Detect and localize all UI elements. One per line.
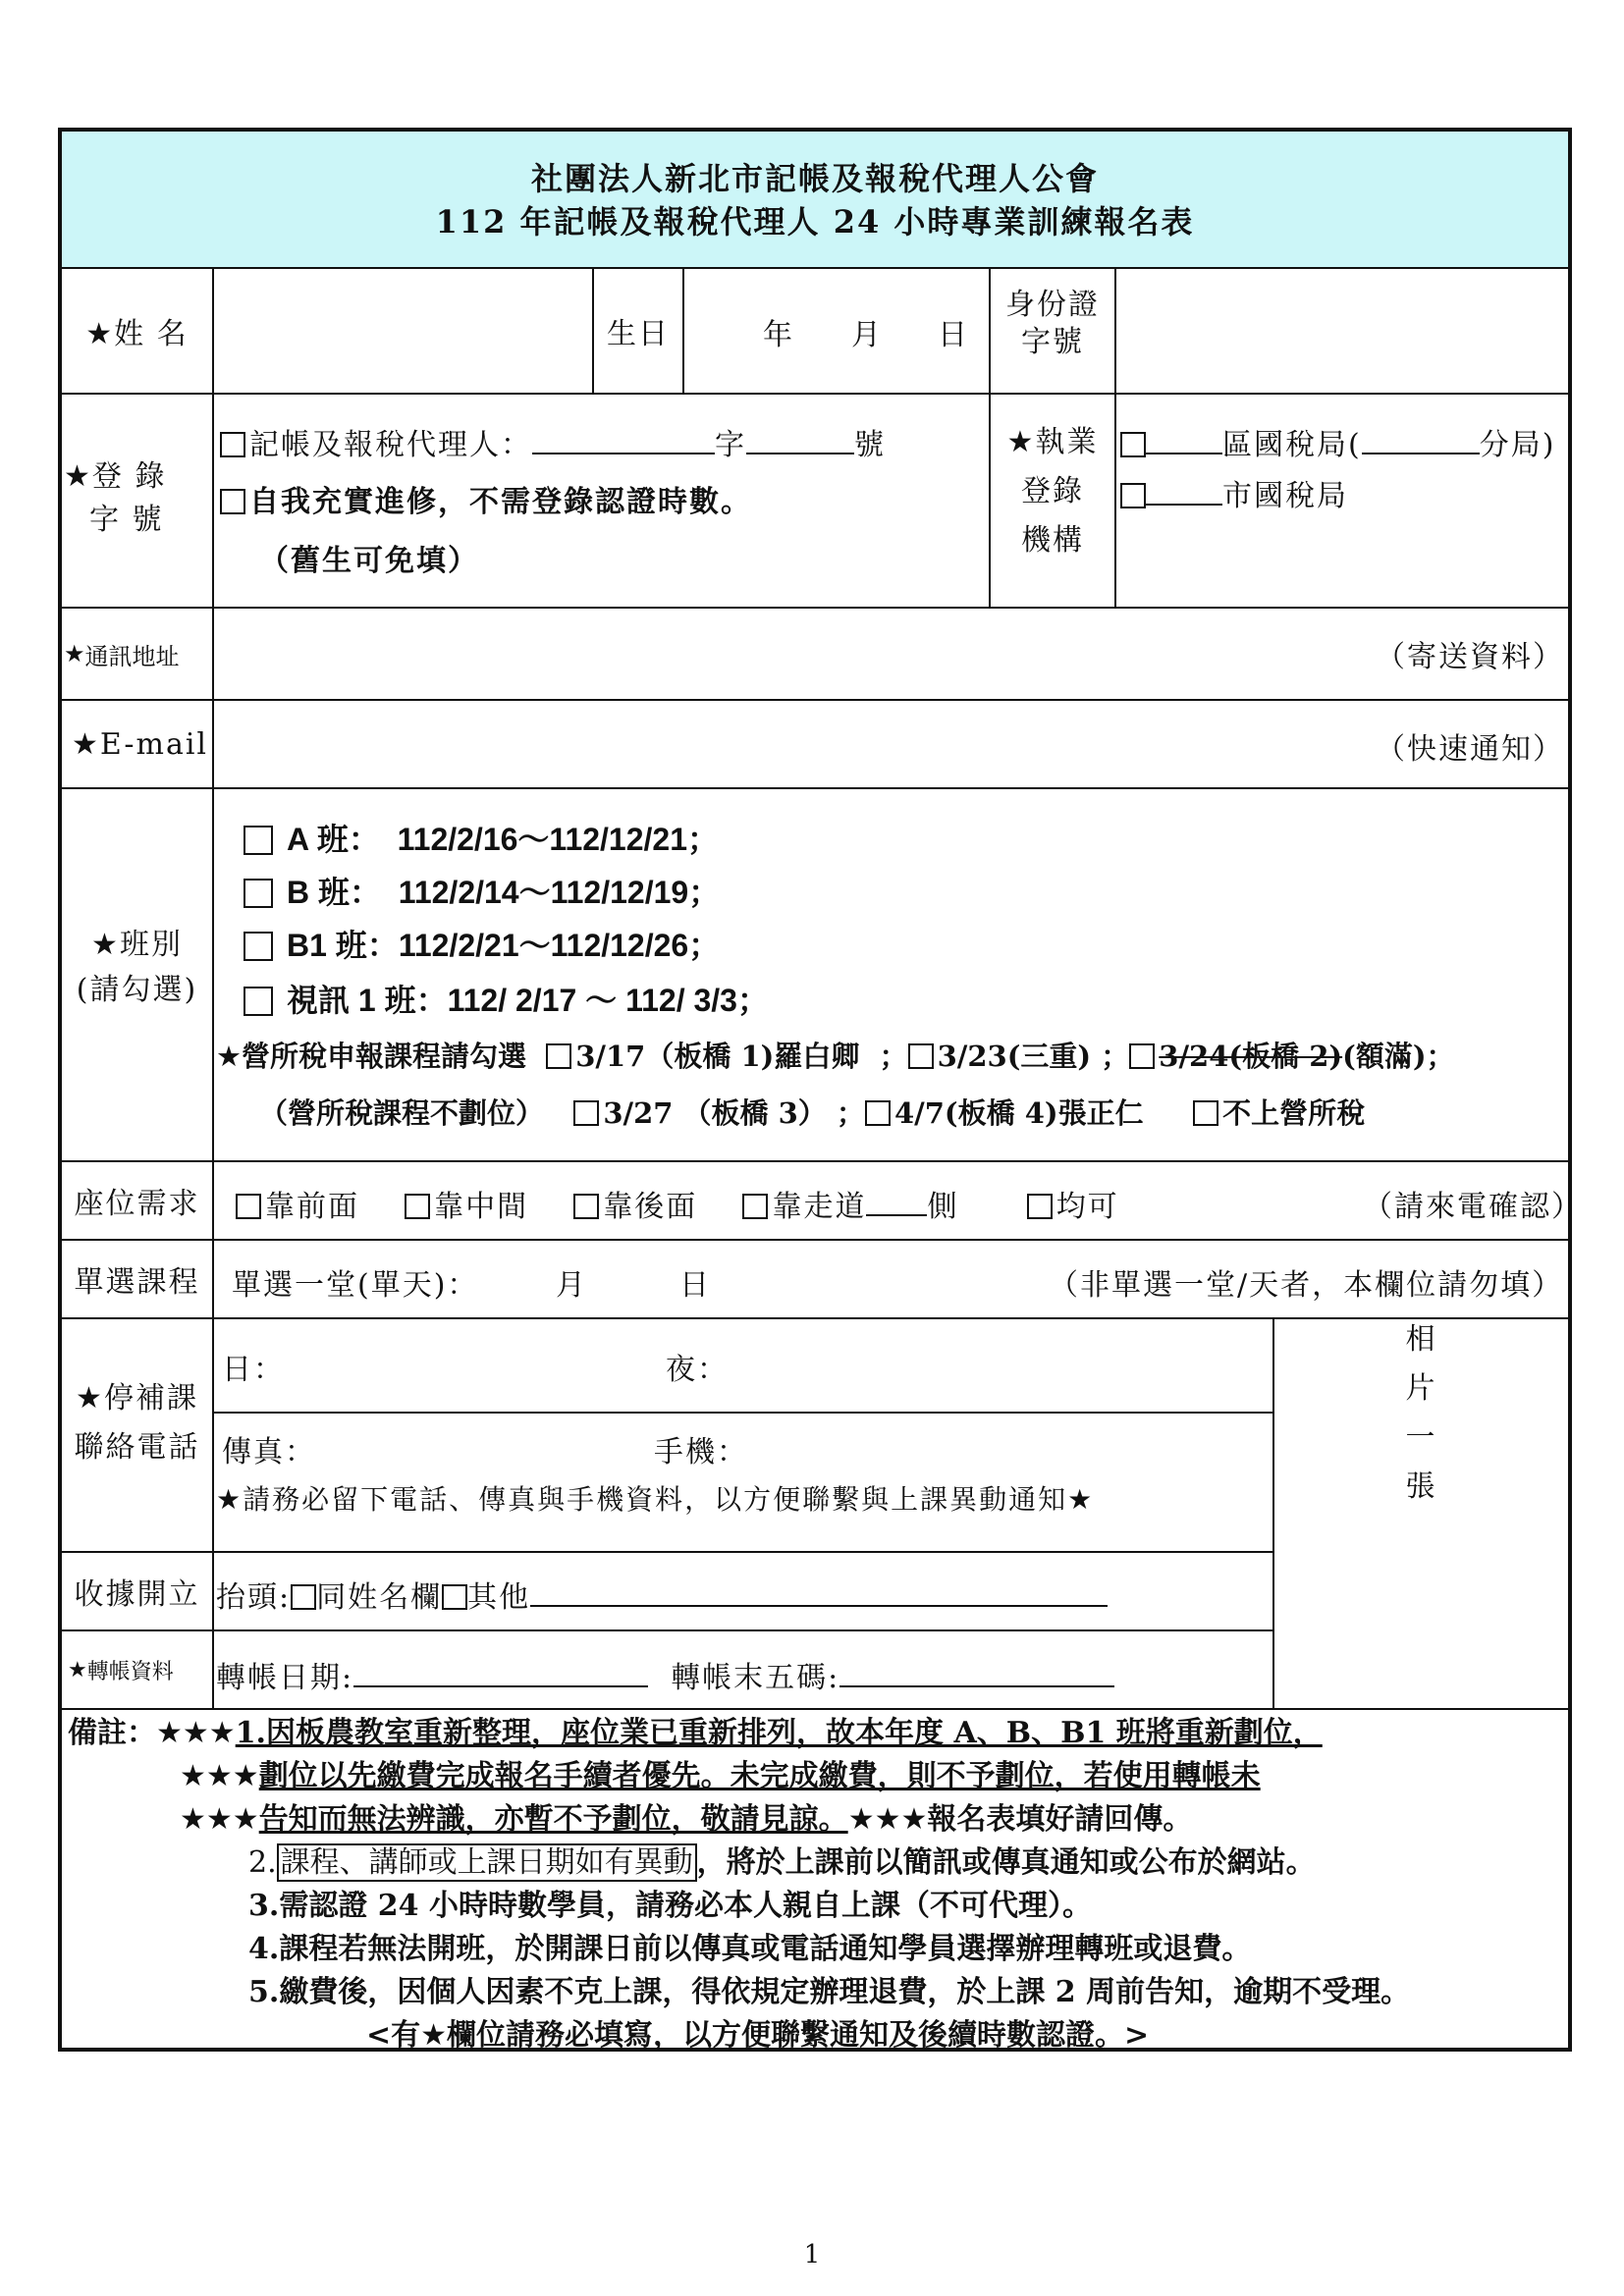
birth-year-label: 年 — [763, 318, 794, 352]
seat-aisle[interactable]: 靠走道 側 — [742, 1190, 958, 1224]
checkbox[interactable] — [1129, 1043, 1155, 1069]
receipt-options: 抬頭: 同姓名欄 其他 — [214, 1553, 1272, 1629]
address-input[interactable] — [214, 609, 1568, 699]
receipt-same-name[interactable]: 同姓名欄 — [291, 1580, 442, 1615]
email-input[interactable] — [214, 701, 1568, 787]
note-4: 4.課程若無法開班，於開課日前以傳真或電話通知學員選擇辦理轉班或退費。 — [248, 1932, 1252, 1966]
contact-phone-label: ★停補課 聯絡電話 — [74, 1381, 200, 1465]
agency-options — [1116, 395, 1568, 607]
contact-reminder: ★請務必留下電話、傳真與手機資料，以方便聯繫與上課異動通知★ — [216, 1483, 1095, 1516]
checkbox[interactable] — [405, 1194, 430, 1219]
checkbox[interactable] — [546, 1043, 571, 1069]
checkbox[interactable] — [291, 1584, 316, 1610]
email-label: ★ E-mail — [72, 726, 209, 762]
birth-day-label: 日 — [938, 318, 969, 352]
note-5: 5.繳費後，因個人因素不克上課，得依規定辦理退費，於上課 2 周前告知，逾期不受理。 — [248, 1975, 1411, 2009]
transfer-label: ★ 轉帳資料 — [68, 1657, 174, 1684]
checkbox[interactable] — [220, 489, 245, 514]
registration-form — [58, 128, 1583, 2053]
class-option-a[interactable]: A 班： 112/2/16～112/12/21； — [244, 815, 719, 860]
phone-night-field[interactable]: 夜： — [666, 1353, 729, 1387]
phone-day-night — [214, 1319, 1272, 1412]
checkbox[interactable] — [244, 932, 273, 961]
photo-label — [1274, 1551, 1568, 1728]
class-options — [214, 789, 1568, 1160]
checkbox[interactable] — [865, 1100, 891, 1126]
notes-heading: 備註： — [68, 1716, 156, 1750]
form-title — [62, 132, 1568, 267]
note-1b: 劃位以先繳費完成報名手續者優先。未完成繳費，則不予劃位，若使用轉帳未 — [258, 1759, 1261, 1793]
single-course-day: 日 — [679, 1268, 711, 1303]
single-course-month: 月 — [556, 1268, 587, 1303]
class-label: ★班別 (請勾選) — [76, 928, 198, 1007]
single-course-note: （非單選一堂/天者，本欄位請勿填） — [1049, 1268, 1564, 1303]
checkbox[interactable] — [244, 879, 273, 908]
phone-fax-mobile — [214, 1414, 1272, 1551]
title-line-2: 112 年記帳及報稅代理人 24 小時專業訓練報名表 — [435, 203, 1195, 240]
address-label: ★ 通訊地址 — [64, 640, 180, 670]
address-note: （寄送資料） — [1376, 640, 1564, 674]
mobile-field[interactable]: 手機： — [654, 1435, 748, 1469]
note-2-framed: 課程、講師或上課日期如有異動 — [277, 1843, 697, 1882]
seat-any[interactable]: 均可 — [1027, 1190, 1119, 1224]
class-option-b1[interactable]: B1 班：112/2/21～112/12/26； — [244, 921, 720, 966]
note-1a: 1.因板農教室重新整理，座位業已重新排列，故本年度 A、B、B1 班將重新劃位， — [235, 1716, 1323, 1750]
name-input[interactable] — [214, 269, 592, 393]
birth-date-field[interactable] — [684, 269, 989, 393]
checkbox[interactable] — [220, 432, 245, 457]
checkbox[interactable] — [236, 1194, 261, 1219]
seat-back[interactable]: 靠後面 — [573, 1190, 697, 1224]
register-options — [214, 395, 989, 607]
receipt-label: 收據開立 — [74, 1577, 200, 1612]
register-option-agent[interactable]: 記帳及報稅代理人： 字 號 — [220, 420, 886, 463]
birth-month-label: 月 — [851, 318, 883, 352]
receipt-other-input[interactable] — [530, 1605, 1108, 1607]
checkbox[interactable] — [244, 826, 273, 855]
receipt-other[interactable]: 其他 — [442, 1580, 530, 1615]
register-option-self-study[interactable]: 自我充實進修，不需登錄認證時數。 — [220, 477, 752, 520]
note-1c: 告知而無法辨識，亦暫不予劃位，敬請見諒。 — [258, 1802, 848, 1837]
checkbox[interactable] — [244, 987, 273, 1016]
single-course-field[interactable] — [214, 1241, 1568, 1317]
checkbox[interactable] — [573, 1194, 599, 1219]
single-course-label: 單選課程 — [74, 1265, 200, 1300]
transfer-fields: 轉帳日期: 轉帳末五碼: — [214, 1631, 1272, 1708]
note-3: 3.需認證 24 小時時數學員，請務必本人親自上課（不可代理）。 — [248, 1889, 1092, 1923]
page-number: 1 — [803, 2240, 821, 2269]
seat-note: （請來電確認） — [1363, 1190, 1583, 1224]
id-number-input[interactable] — [1116, 269, 1568, 393]
notes-footer: <有★欄位請務必填寫，以方便聯繫通知及後續時數認證。> — [366, 2018, 1150, 2053]
checkbox[interactable] — [1120, 483, 1146, 508]
checkbox[interactable] — [742, 1194, 768, 1219]
checkbox[interactable] — [442, 1584, 467, 1610]
register-note: （舊生可免填） — [259, 544, 479, 578]
tax-course-options: ★營所稅申報課程請勾選 3/17（板橋 1)羅白卿 ； 3/23(三重) ； 3/24(板橋 2)(額滿)； — [216, 1040, 1455, 1073]
seat-label: 座位需求 — [74, 1187, 200, 1221]
class-option-video[interactable]: 視訊 1 班：112/ 2/17 ～ 112/ 3/3； — [244, 976, 769, 1021]
note-2: ，將於上課前以簡訊或傳真通知或公布於網站。 — [696, 1845, 1316, 1880]
checkbox[interactable] — [1193, 1100, 1218, 1126]
checkbox[interactable] — [1027, 1194, 1053, 1219]
id-number-label: 身份證 字號 — [1005, 288, 1100, 359]
notes-section: 備註：★★★1.因板農教室重新整理，座位業已重新排列，故本年度 A、B、B1 班將重新劃位， ★★★劃位以先繳費完成報名手續者優先。未完成繳費，則不予劃位，若使用轉帳未 ★★★告知而無法辨識，亦暫不予劃位，敬請見諒。★★★報名表填好請回傳。 2. 課程、講師或上課日期如有異動 ，將於上課前以簡訊或傳真通知或公布於網站。 3.需認證 24 小時時數學員，請務必本人親自上課（不可代理）。 4.課程若無法開班，於開課日前以傳真或電話通知學員選擇辦理轉班或退費。 5.繳費後，因個人因素不克上課，得依規定辦理退費，於上課 2 周前告知，逾期不受理。 <有★欄位請務必填寫，以方便聯繫通知及後續時數認證。> — [62, 1710, 1568, 2048]
phone-day-field[interactable]: 日： — [222, 1353, 285, 1387]
birth-label: 生日 — [607, 317, 670, 351]
agency-label: ★執業 登錄 機構 — [1006, 425, 1099, 558]
title-line-1: 社團法人新北市記帳及報稅代理人公會 — [530, 160, 1099, 197]
name-label: ★姓 名 — [85, 317, 189, 351]
register-number-label: ★登 錄 字 號 — [64, 459, 167, 537]
note-1d: 報名表填好請回傳。 — [927, 1802, 1193, 1837]
seat-middle[interactable]: 靠中間 — [405, 1190, 528, 1224]
transfer-last5-input[interactable] — [839, 1685, 1114, 1687]
tax-course-options-2: （營所稅課程不劃位） 3/27 （板橋 3） ； 4/7(板橋 4)張正仁 不上營所稅 — [259, 1096, 1366, 1130]
seat-front[interactable]: 靠前面 — [236, 1190, 359, 1224]
class-option-b[interactable]: B 班： 112/2/14～112/12/19； — [244, 868, 720, 913]
single-course-text: 單選一堂(單天)： — [232, 1268, 479, 1303]
email-note: （快速通知） — [1376, 732, 1564, 767]
seat-options — [214, 1162, 1583, 1239]
agency-option-city[interactable]: 市國稅局 — [1120, 471, 1348, 514]
fax-field[interactable]: 傳真： — [222, 1435, 316, 1469]
checkbox[interactable] — [1120, 432, 1146, 457]
photo-text: 相 片 一 張 — [1405, 1322, 1437, 1504]
checkbox[interactable] — [573, 1100, 599, 1126]
checkbox[interactable] — [908, 1043, 934, 1069]
agency-option-district[interactable]: 區國稅局( 分局) — [1120, 420, 1555, 463]
transfer-date-input[interactable] — [353, 1685, 648, 1687]
